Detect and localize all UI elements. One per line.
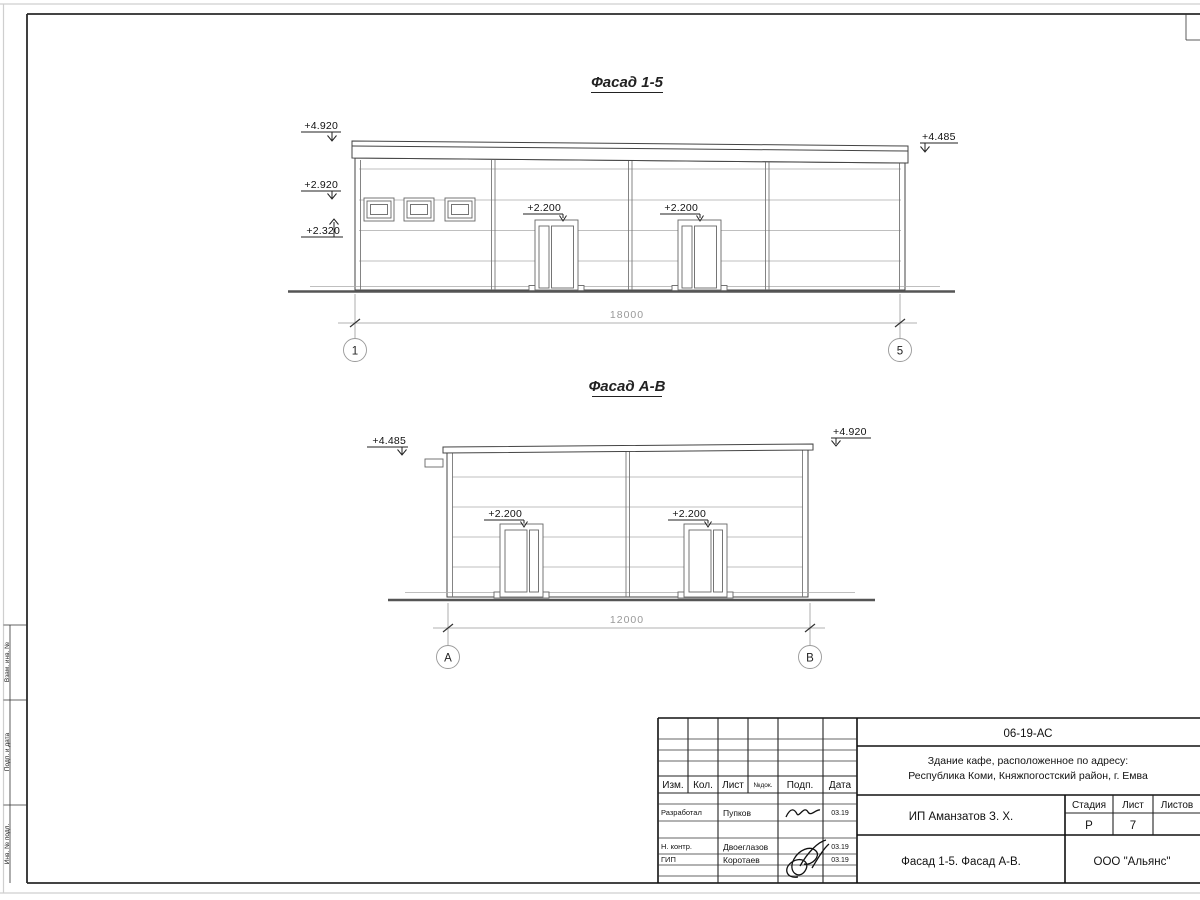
svg-text:+4.920: +4.920 bbox=[304, 120, 338, 132]
svg-text:+2.200: +2.200 bbox=[664, 202, 698, 214]
frame-side-column bbox=[4, 625, 28, 883]
facade-15-wall bbox=[355, 158, 905, 290]
col-list: Лист bbox=[722, 780, 744, 791]
svg-text:+2.200: +2.200 bbox=[488, 508, 522, 520]
name-label: Пупков bbox=[723, 808, 752, 818]
date-label: 03.19 bbox=[831, 844, 849, 851]
signature bbox=[786, 810, 820, 817]
stage-value: Р bbox=[1085, 820, 1093, 832]
window bbox=[404, 198, 434, 221]
title-block bbox=[658, 718, 1200, 883]
col-izm: Изм. bbox=[662, 780, 684, 791]
name-label: Коротаев bbox=[723, 855, 760, 865]
svg-text:+2.200: +2.200 bbox=[527, 202, 561, 214]
date-label: 03.19 bbox=[831, 810, 849, 817]
axis-bubble-5 bbox=[889, 339, 912, 362]
svg-text:+4.485: +4.485 bbox=[372, 435, 406, 447]
window bbox=[364, 198, 394, 221]
svg-text:+4.920: +4.920 bbox=[833, 426, 867, 438]
svg-text:+2.200: +2.200 bbox=[672, 508, 706, 520]
side-label-vzam: Взам. инв. № bbox=[4, 641, 11, 683]
dimension-18000 bbox=[338, 294, 917, 338]
name-label: Двоеглазов bbox=[723, 842, 769, 852]
elevation-mark-4920 bbox=[831, 426, 871, 446]
col-kol: Кол. bbox=[693, 780, 713, 791]
svg-text:+2.320: +2.320 bbox=[306, 225, 340, 237]
window bbox=[445, 198, 475, 221]
date-label: 03.19 bbox=[831, 857, 849, 864]
door bbox=[535, 220, 578, 290]
dimension-label: 12000 bbox=[609, 614, 645, 626]
sheets-label: Листов bbox=[1160, 800, 1194, 811]
svg-text:В: В bbox=[806, 652, 814, 665]
project-name-line1: Здание кафе, расположенное по адресу: bbox=[927, 755, 1129, 767]
sheet-name: Фасад 1-5. Фасад А-В. bbox=[901, 856, 1021, 868]
col-podp: Подп. bbox=[786, 780, 814, 791]
stage-label: Стадия bbox=[1071, 800, 1107, 811]
col-ndoc: №док. bbox=[753, 782, 773, 789]
elevation-mark-2320 bbox=[301, 219, 343, 237]
door bbox=[500, 524, 543, 597]
elevation-mark-4920 bbox=[301, 120, 341, 141]
sheet-label: Лист bbox=[1122, 800, 1144, 811]
svg-text:+4.485: +4.485 bbox=[922, 131, 956, 143]
company-name: ООО "Альянс" bbox=[1093, 856, 1171, 868]
dimension-12000 bbox=[433, 603, 825, 645]
role-label: Разработал bbox=[661, 808, 702, 817]
facade-ab-title: Фасад А-В bbox=[588, 378, 666, 395]
svg-text:+2.920: +2.920 bbox=[304, 179, 338, 191]
facade-15-drawing bbox=[288, 74, 958, 362]
door bbox=[678, 220, 721, 290]
elevation-mark-4485 bbox=[367, 435, 408, 455]
svg-text:А: А bbox=[444, 652, 452, 665]
elevation-mark-4485 bbox=[920, 131, 958, 152]
sheet-value: 7 bbox=[1129, 820, 1137, 832]
axis-bubble-b bbox=[799, 646, 822, 669]
roof-outlet bbox=[425, 459, 443, 467]
facade-ab-drawing bbox=[367, 378, 875, 669]
side-label-inv: Инв. № подл. bbox=[4, 823, 11, 865]
role-label: Н. контр. bbox=[661, 842, 692, 851]
dimension-label: 18000 bbox=[609, 309, 645, 321]
elevation-mark-2920 bbox=[301, 179, 341, 199]
svg-text:1: 1 bbox=[351, 345, 359, 358]
door bbox=[684, 524, 727, 597]
side-label-podp: Подп. и дата bbox=[4, 732, 11, 772]
svg-text:5: 5 bbox=[896, 345, 904, 358]
client-name: ИП Аманзатов З. Х. bbox=[908, 811, 1014, 823]
project-name-line2: Республика Коми, Княжпогостский район, г. Емва bbox=[908, 770, 1148, 782]
axis-bubble-1 bbox=[344, 339, 367, 362]
facade-15-title: Фасад 1-5 bbox=[591, 74, 663, 91]
signatory-rows bbox=[661, 808, 849, 877]
axis-bubble-a bbox=[437, 646, 460, 669]
doc-number: 06-19-АС bbox=[1003, 728, 1053, 740]
col-data: Дата bbox=[828, 780, 852, 791]
role-label: ГИП bbox=[661, 855, 676, 864]
